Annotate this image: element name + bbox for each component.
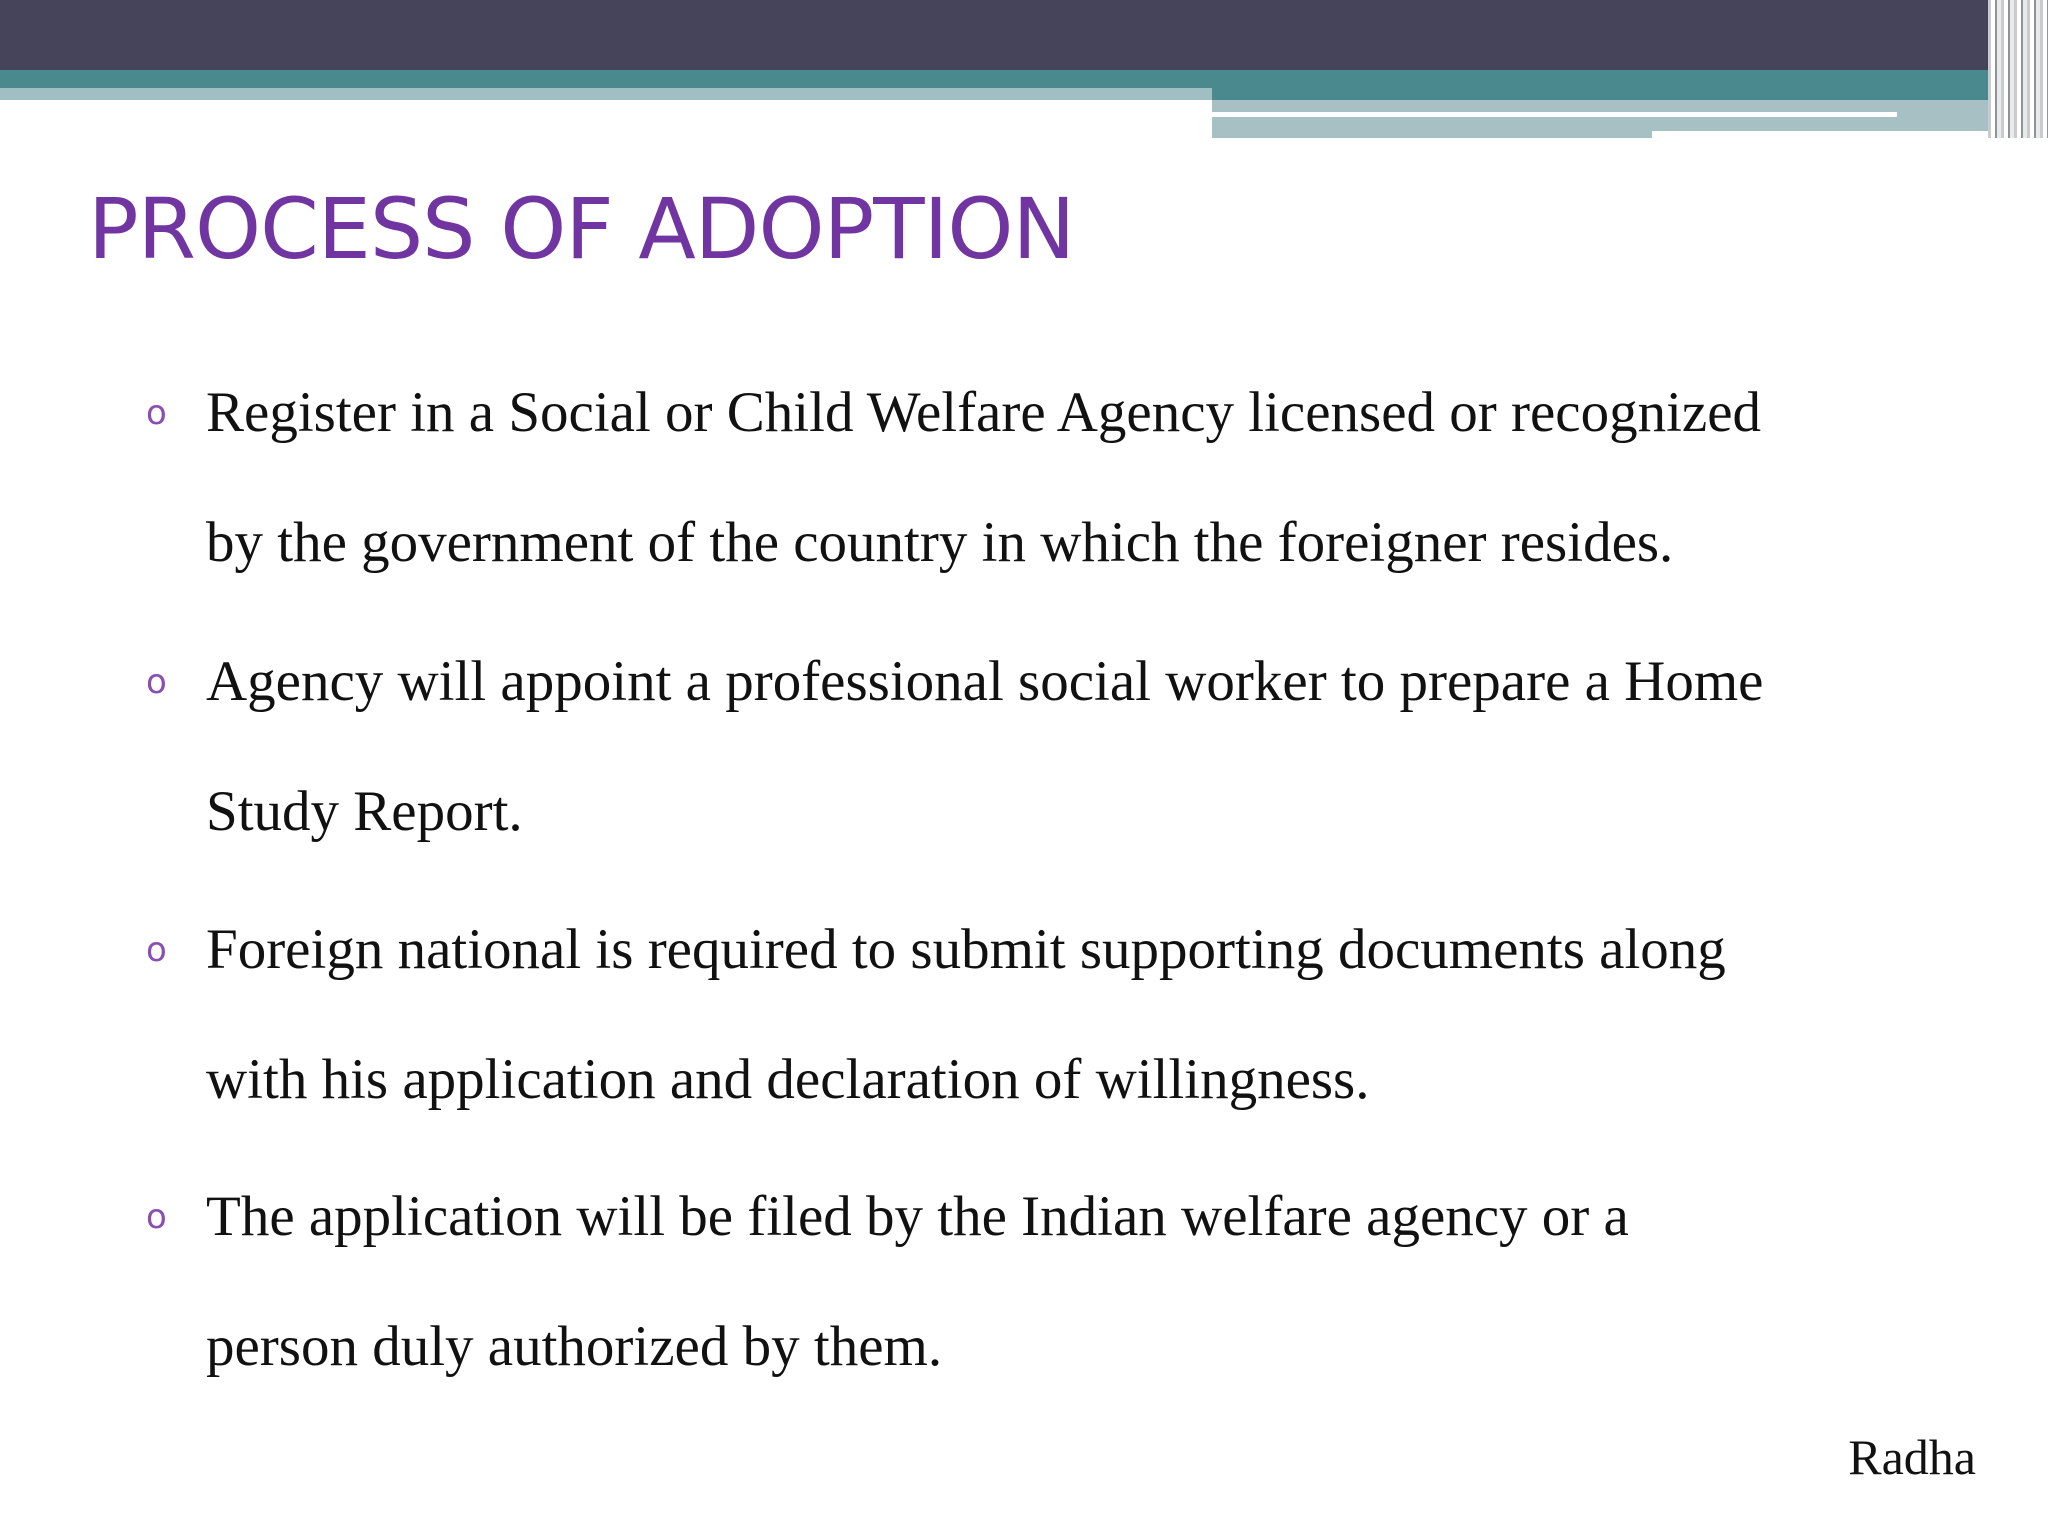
header-band-light-left (0, 88, 1212, 100)
bullet-text: Agency will appoint a professional social worker to prepare a Home Study Report. (206, 650, 1764, 843)
bullet-item (146, 617, 1946, 877)
header-vertical-stripes (1988, 0, 2048, 138)
header-accent-line (1212, 112, 1897, 117)
bullet-circle-icon: o (146, 393, 167, 433)
bullet-circle-icon: o (146, 662, 167, 702)
header-band-teal-right (1212, 70, 2048, 100)
header-band-dark (0, 0, 2048, 70)
slide-title: PROCESS OF ADOPTION (88, 180, 1075, 278)
bullet-circle-icon: o (146, 930, 167, 970)
footer-author: Radha (1848, 1429, 1976, 1485)
bullet-item (146, 885, 1946, 1145)
bullet-text: Register in a Social or Child Welfare Agency licensed or recognized by the government of the country in which the foreigner resides. (206, 381, 1762, 574)
bullet-text: Foreign national is required to submit supporting documents along with his application and declaration of willingness. (206, 918, 1726, 1111)
bullet-item (146, 348, 1946, 608)
bullet-circle-icon: o (146, 1197, 167, 1237)
bullet-item (146, 1152, 1946, 1412)
bullet-text: The application will be filed by the Indian welfare agency or a person duly authorized by them. (206, 1185, 1629, 1378)
header-band-teal-left (0, 70, 1212, 88)
